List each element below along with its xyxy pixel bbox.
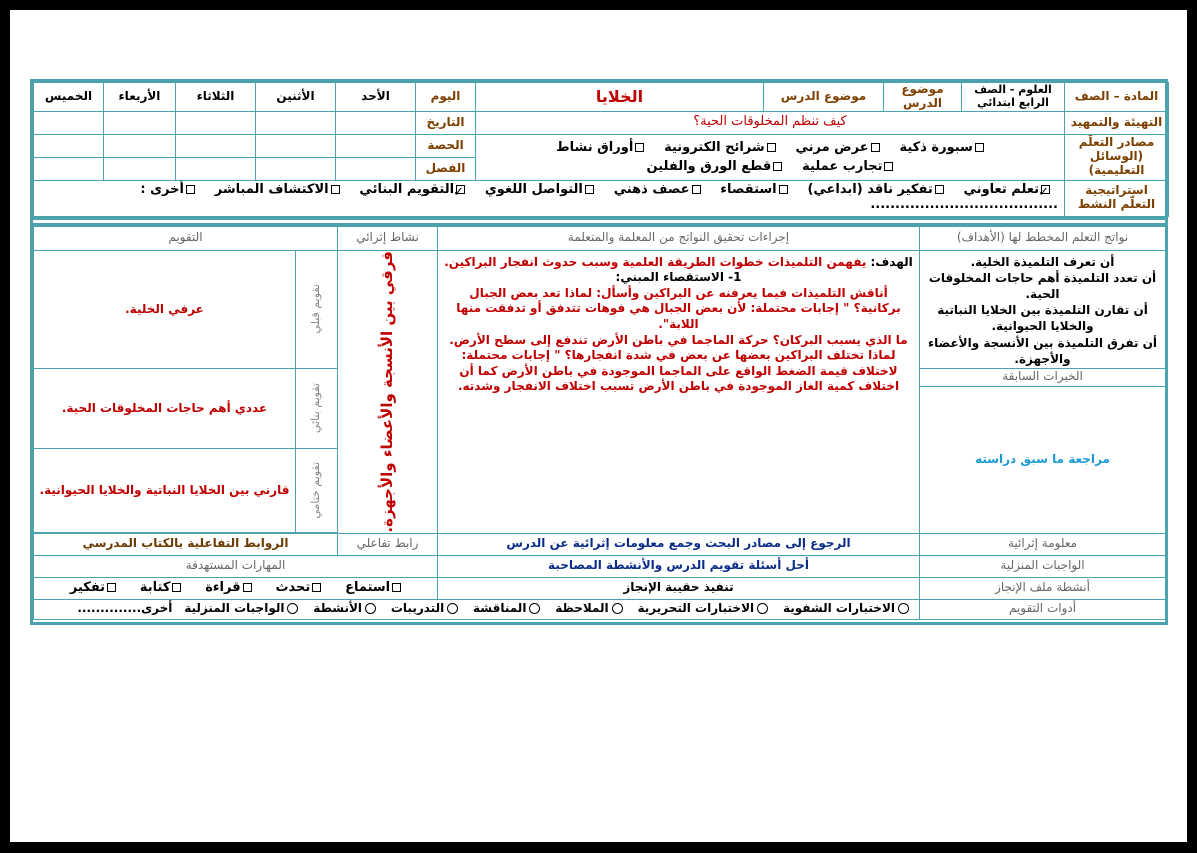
strategy-critical[interactable]: تفكير ناقد (ابداعي)	[807, 182, 943, 197]
skill-writing[interactable]: كتابة	[140, 580, 182, 595]
skills-label: المهارات المستهدفة	[34, 555, 438, 577]
enrichment-activity	[338, 250, 438, 533]
portfolio-value: تنفيذ حقيبة الإنجاز	[438, 577, 920, 599]
tool-discussion[interactable]: المناقشة	[473, 601, 543, 615]
strategy-formative[interactable]: ✓التقويم البنائي	[359, 182, 465, 201]
date-cell-4[interactable]	[104, 111, 176, 134]
eval-item-final: قارني بين الخلايا النباتية والخلايا الحيوانية.	[34, 448, 296, 532]
date-cell-2[interactable]	[256, 111, 336, 134]
subject-class-value: العلوم - الصف الرابع ابتدائي	[962, 83, 1065, 112]
date-cell-5[interactable]	[34, 111, 104, 134]
tool-exercises[interactable]: التدريبات	[391, 601, 461, 615]
homework-label: الواجبات المنزلية	[920, 555, 1166, 577]
prior-value: مراجعة ما سبق دراسته	[920, 386, 1166, 533]
lesson-topic-label-2: موضوع الدرس	[764, 83, 884, 112]
sources-options	[476, 134, 1065, 180]
skill-thinking[interactable]: تفكير	[70, 580, 116, 595]
procedure-p3: لماذا تختلف البراكين بعضها عن بعض في شدة انفجارها؟ " إجابات محتملة: لاختلاف قيمة الضغط الواقع على الماجما الموجودة في باطن الأرض كما أن اختلاف كمية الغاز الموجودة في باطن الأرض تسبب اختلاف الانفجار وشدته.	[457, 348, 900, 394]
class-cell-3[interactable]	[176, 157, 256, 180]
eval-item-formative: عددي أهم حاجات المخلوقات الحية.	[34, 368, 296, 448]
tool-homework[interactable]: الواجبات المنزلية	[184, 601, 301, 615]
subject-class-label: المادة – الصف	[1065, 83, 1169, 112]
date-label: التاريخ	[416, 111, 476, 134]
evaluation-header: التقويم	[34, 226, 338, 250]
day-monday: الأثنين	[256, 83, 336, 112]
class-label: الفصل	[416, 157, 476, 180]
period-cell-3[interactable]	[176, 134, 256, 157]
source-experiments[interactable]: تجارب عملية	[802, 159, 893, 174]
strategy-cooperative[interactable]: ✓تعلم تعاوني	[963, 182, 1049, 201]
class-cell-5[interactable]	[34, 157, 104, 180]
intro-label: التهيئة والتمهيد	[1065, 111, 1169, 134]
prior-label: الخبرات السابقة	[920, 368, 1166, 386]
lesson-plan-frame	[30, 79, 1168, 625]
class-cell-4[interactable]	[104, 157, 176, 180]
interactive-link-label: رابط تفاعلي	[338, 533, 438, 555]
eval-label-formative: تقويم بنائي	[296, 368, 338, 448]
tool-written[interactable]: الاختبارات التحريرية	[637, 601, 771, 615]
procedure-p2: ما الذي يسبب البركان؟ حركة الماجما في باطن الأرض تندفع إلى سطح الأرض.	[449, 332, 908, 347]
date-cell-3[interactable]	[176, 111, 256, 134]
interactive-link-value[interactable]: الروابط التفاعلية بالكتاب المدرسي	[34, 533, 338, 555]
skill-speaking[interactable]: تحدث	[275, 580, 321, 595]
lesson-title: الخلايا	[476, 83, 764, 112]
enrichment-text: فرقي بين الأنسجة والأعضاء والأجهزة.	[377, 250, 396, 533]
enrichment-info-label: معلومة إثرائية	[920, 533, 1166, 555]
enrichment-header: نشاط إثرائي	[338, 226, 438, 250]
eval-item-pre: عرفي الخلية.	[34, 250, 296, 368]
strategy-discovery[interactable]: الاكتشاف المباشر	[215, 182, 340, 197]
date-cell-1[interactable]	[336, 111, 416, 134]
page	[10, 10, 1187, 842]
strategy-brainstorm[interactable]: عصف ذهني	[614, 182, 701, 197]
period-label: الحصة	[416, 134, 476, 157]
procedures	[438, 250, 920, 533]
portfolio-label: أنشطة ملف الإنجاز	[920, 577, 1166, 599]
tools-label: أدوات التقويم	[920, 599, 1166, 619]
tool-observation[interactable]: الملاحظة	[555, 601, 625, 615]
source-smartboard[interactable]: سبورة ذكية	[899, 140, 983, 155]
source-paper-cork[interactable]: قطع الورق والفلين	[647, 159, 783, 174]
skill-reading[interactable]: قراءة	[205, 580, 251, 595]
procedures-header: إجراءات تحقيق النواتج من المعلمة والمتعلمة	[438, 226, 920, 250]
strategy-inquiry[interactable]: استقصاء	[720, 182, 787, 197]
main-table	[33, 226, 1166, 620]
lesson-topic-label: موضوع الدرس	[884, 83, 962, 112]
eval-label-final: تقويم ختامي	[296, 448, 338, 532]
goal-item: أن تقارن التلميذة بين الخلايا النباتية والخلايا الحيوانية.	[937, 303, 1148, 334]
day-thursday: الخميس	[34, 83, 104, 112]
class-cell-2[interactable]	[256, 157, 336, 180]
homework-value: أحل أسئلة تقويم الدرس والأنشطة المصاحبة	[438, 555, 920, 577]
enrichment-info-value: الرجوع إلى مصادر البحث وجمع معلومات إثرائية عن الدرس	[438, 533, 920, 555]
tool-oral[interactable]: الاختبارات الشفوية	[783, 601, 912, 615]
class-cell-1[interactable]	[336, 157, 416, 180]
tool-other[interactable]: أخرى..............	[77, 601, 173, 616]
goal-item: أن تعدد التلميذة أهم حاجات المخلوقات الحية.	[928, 270, 1157, 301]
strategy-other[interactable]: أخرى : ......................................	[140, 182, 1058, 213]
period-cell-1[interactable]	[336, 134, 416, 157]
strategy-language[interactable]: التواصل اللغوي	[485, 182, 594, 197]
tool-activities[interactable]: الأنشطة	[313, 601, 379, 615]
day-sunday: الأحد	[336, 83, 416, 112]
goal-label: الهدف:	[870, 254, 913, 269]
outcomes-header: نواتج التعلم المخطط لها (الأهداف)	[920, 226, 1166, 250]
sources-label: مصادر التعلّم (الوسائل التعليمية)	[1065, 134, 1169, 180]
goal-item: أن تعرف التلميذة الخلية.	[970, 254, 1115, 269]
goals-list	[920, 250, 1166, 368]
header-table	[33, 82, 1169, 217]
goal-item: أن تفرق التلميذة بين الأنسجة والأعضاء والأجهزة.	[927, 335, 1158, 366]
day-wednesday: الأربعاء	[104, 83, 176, 112]
step-label: 1- الاستقصاء المبني:	[615, 270, 742, 285]
source-worksheets[interactable]: أوراق نشاط	[556, 140, 644, 155]
skills-options	[34, 577, 438, 599]
strategy-label: استراتيجية التعلّم النشط	[1065, 180, 1169, 216]
intro-question: كيف تنظم المخلوقات الحية؟	[476, 111, 1065, 134]
period-cell-5[interactable]	[34, 134, 104, 157]
goal-text: يفهمن التلميذات خطوات الطريقة العلمية وسبب حدوث انفجار البراكين.	[444, 254, 867, 269]
period-cell-4[interactable]	[104, 134, 176, 157]
day-label: اليوم	[416, 83, 476, 112]
day-tuesday: الثلاثاء	[176, 83, 256, 112]
period-cell-2[interactable]	[256, 134, 336, 157]
eval-label-pre: تقويم قبلي	[296, 250, 338, 368]
source-display[interactable]: عرض مرني	[795, 140, 879, 155]
strategy-options	[34, 180, 1065, 216]
source-slides[interactable]: شرائح الكترونية	[664, 140, 776, 155]
procedure-p1: أناقش التلميذات فيما يعرفنه عن البراكين وأسأل: لماذا تعد بعض الجبال بركانية؟ " إجابات محتملة: لأن بعض الجبال هي فوهات تتدفق أو تدفقت منها اللابة".	[456, 285, 901, 331]
tools-options	[34, 599, 920, 619]
skill-listening[interactable]: استماع	[345, 580, 401, 595]
